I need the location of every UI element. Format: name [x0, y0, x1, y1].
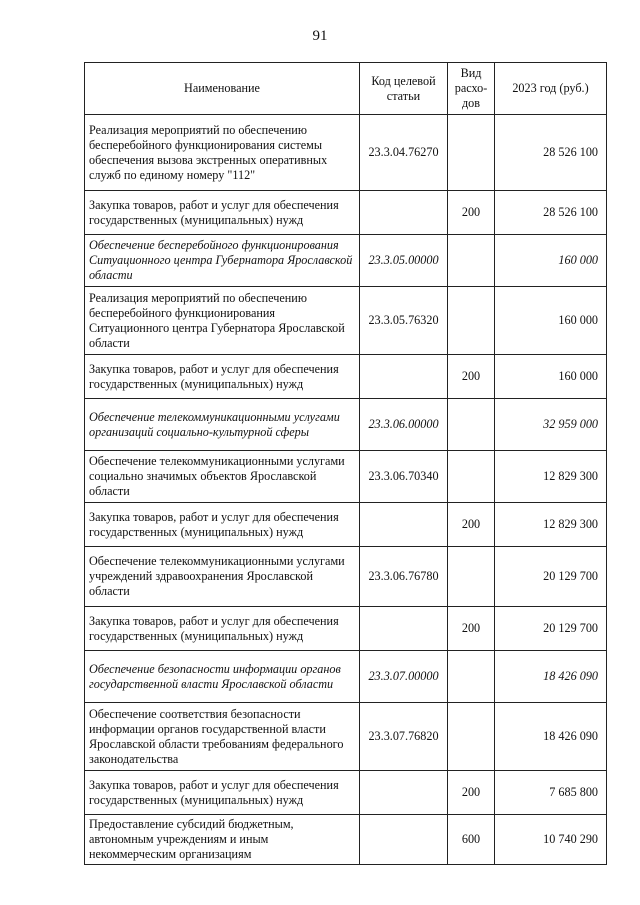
- table-row: [85, 651, 607, 703]
- code-cell: [360, 771, 448, 815]
- amount-cell: 12 829 300: [495, 451, 607, 503]
- name-cell: Обеспечение телекоммуникационными услугами социально значимых объектов Ярославской области: [85, 451, 360, 503]
- vid-cell: 200: [448, 771, 495, 815]
- amount-cell: 28 526 100: [495, 115, 607, 191]
- code-cell: 23.3.04.76270: [360, 115, 448, 191]
- code-cell: [360, 815, 448, 865]
- code-cell: 23.3.05.76320: [360, 287, 448, 355]
- table-row: [85, 235, 607, 287]
- header-year: 2023 год (руб.): [495, 63, 607, 115]
- table-row: [85, 703, 607, 771]
- vid-cell: 200: [448, 191, 495, 235]
- name-cell: Обеспечение телекоммуникационными услугами организаций социально-культурной сферы: [85, 399, 360, 451]
- name-cell: Обеспечение телекоммуникационными услугами учреждений здравоохранения Ярославской области: [85, 547, 360, 607]
- vid-cell: [448, 287, 495, 355]
- name-cell: Закупка товаров, работ и услуг для обеспечения государственных (муниципальных) нужд: [85, 191, 360, 235]
- code-cell: 23.3.05.00000: [360, 235, 448, 287]
- code-cell: 23.3.06.76780: [360, 547, 448, 607]
- amount-cell: 32 959 000: [495, 399, 607, 451]
- name-cell: Реализация мероприятий по обеспечению бесперебойного функционирования системы обеспечения вызова экстренных оперативных служб по единому номеру "112": [85, 115, 360, 191]
- header-code: Код целевой статьи: [360, 63, 448, 115]
- vid-cell: 200: [448, 503, 495, 547]
- code-cell: 23.3.07.76820: [360, 703, 448, 771]
- code-cell: [360, 607, 448, 651]
- table-row: [85, 355, 607, 399]
- name-cell: Обеспечение безопасности информации органов государственной власти Ярославской области: [85, 651, 360, 703]
- amount-cell: 20 129 700: [495, 547, 607, 607]
- name-cell: Обеспечение соответствия безопасности информации органов государственной власти Ярославской области требованиям федерального законодательства: [85, 703, 360, 771]
- code-cell: [360, 355, 448, 399]
- vid-cell: 200: [448, 355, 495, 399]
- amount-cell: 28 526 100: [495, 191, 607, 235]
- vid-cell: [448, 235, 495, 287]
- amount-cell: 18 426 090: [495, 651, 607, 703]
- table-row: [85, 771, 607, 815]
- amount-cell: 160 000: [495, 287, 607, 355]
- table-row: [85, 607, 607, 651]
- vid-cell: 600: [448, 815, 495, 865]
- code-cell: 23.3.06.70340: [360, 451, 448, 503]
- code-cell: [360, 191, 448, 235]
- table-row: [85, 815, 607, 865]
- amount-cell: 18 426 090: [495, 703, 607, 771]
- amount-cell: 10 740 290: [495, 815, 607, 865]
- name-cell: Закупка товаров, работ и услуг для обеспечения государственных (муниципальных) нужд: [85, 607, 360, 651]
- code-cell: 23.3.06.00000: [360, 399, 448, 451]
- amount-cell: 12 829 300: [495, 503, 607, 547]
- table-header-row: [85, 63, 607, 115]
- vid-cell: [448, 651, 495, 703]
- amount-cell: 20 129 700: [495, 607, 607, 651]
- table-row: [85, 287, 607, 355]
- vid-cell: 200: [448, 607, 495, 651]
- vid-cell: [448, 115, 495, 191]
- vid-cell: [448, 547, 495, 607]
- vid-cell: [448, 703, 495, 771]
- vid-cell: [448, 399, 495, 451]
- amount-cell: 7 685 800: [495, 771, 607, 815]
- table-row: [85, 547, 607, 607]
- name-cell: Закупка товаров, работ и услуг для обеспечения государственных (муниципальных) нужд: [85, 771, 360, 815]
- header-vid: Вид расхо-дов: [448, 63, 495, 115]
- table-row: [85, 451, 607, 503]
- table-row: [85, 503, 607, 547]
- name-cell: Предоставление субсидий бюджетным, автономным учреждениям и иным некоммерческим организациям: [85, 815, 360, 865]
- table-row: [85, 191, 607, 235]
- name-cell: Закупка товаров, работ и услуг для обеспечения государственных (муниципальных) нужд: [85, 355, 360, 399]
- name-cell: Закупка товаров, работ и услуг для обеспечения государственных (муниципальных) нужд: [85, 503, 360, 547]
- amount-cell: 160 000: [495, 235, 607, 287]
- code-cell: 23.3.07.00000: [360, 651, 448, 703]
- table-row: [85, 399, 607, 451]
- amount-cell: 160 000: [495, 355, 607, 399]
- budget-table: [84, 62, 607, 865]
- table-row: [85, 115, 607, 191]
- code-cell: [360, 503, 448, 547]
- name-cell: Обеспечение бесперебойного функционирования Ситуационного центра Губернатора Ярославской области: [85, 235, 360, 287]
- vid-cell: [448, 451, 495, 503]
- name-cell: Реализация мероприятий по обеспечению бесперебойного функционирования Ситуационного центра Губернатора Ярославской области: [85, 287, 360, 355]
- page-number: 91: [312, 28, 328, 44]
- header-name: Наименование: [85, 63, 360, 115]
